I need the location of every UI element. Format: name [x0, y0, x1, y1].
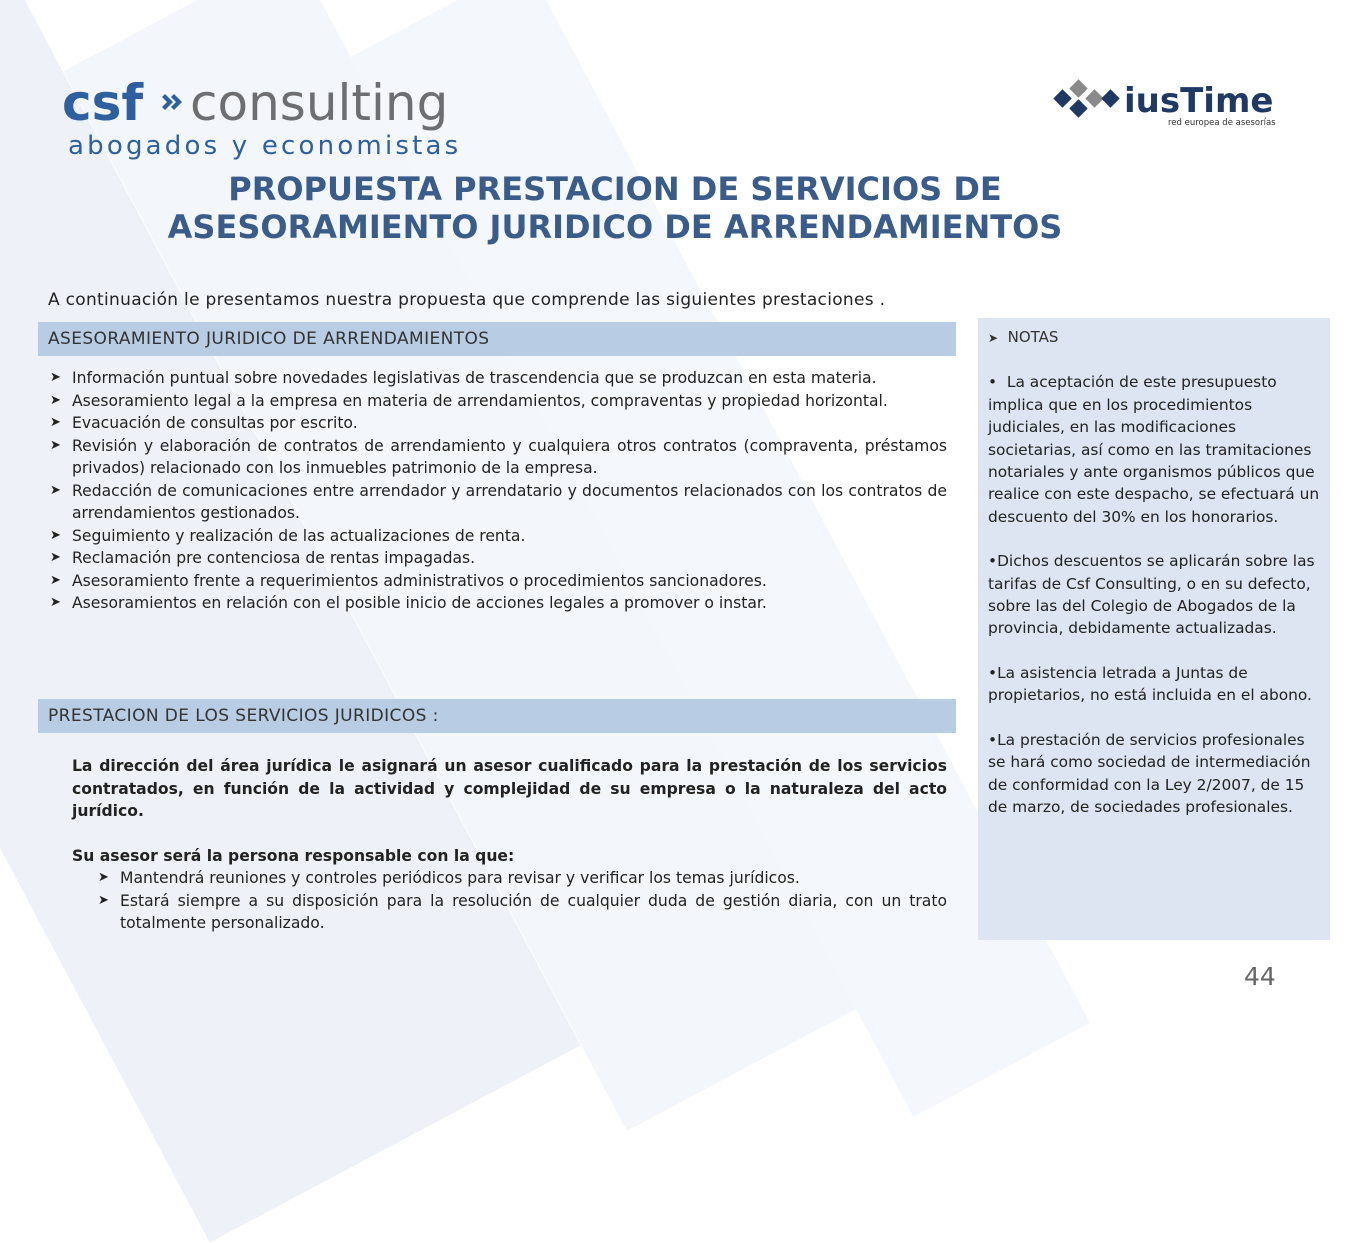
- list-item: ➤ Seguimiento y realización de las actualizaciones de renta.: [50, 525, 947, 548]
- list-item: ➤ Asesoramiento frente a requerimientos administrativos o procedimientos sancionadores.: [50, 570, 947, 593]
- intro-text: A continuación le presentamos nuestra propuesta que comprende las siguientes prestaciones .: [48, 290, 886, 310]
- arrow-bullet-icon: ➤: [50, 572, 61, 588]
- list-item: ➤ Redacción de comunicaciones entre arrendador y arrendatario y documentos relacionados con los contratos de arrendamientos gestionados.: [50, 481, 947, 522]
- page-number: 44: [1244, 962, 1276, 991]
- arrow-bullet-icon: ➤: [98, 870, 109, 885]
- list-item: ➤ Revisión y elaboración de contratos de arrendamiento y cualquiera otros contratos (compraventa, préstamos privados) relacionado con los inmuebles patrimonio de la empresa.: [50, 436, 947, 477]
- arrow-bullet-icon: ➤: [98, 892, 109, 908]
- iustime-logo-subtitle: red europea de asesorías: [1168, 118, 1276, 128]
- section-heading-asesoramiento: ASESORAMIENTO JURIDICO DE ARRENDAMIENTOS: [38, 322, 956, 356]
- arrow-bullet-icon: ➤: [50, 550, 61, 565]
- list-item: ➤ Asesoramiento legal a la empresa en materia de arrendamientos, compraventas y propiedad horizontal.: [50, 390, 947, 413]
- list-item: ➤ Mantendrá reuniones y controles periódicos para revisar y verificar los temas jurídicos.: [98, 867, 947, 890]
- csf-logo-subtitle: abogados y economistas: [68, 131, 462, 161]
- iustime-logo-text: iusTime: [1124, 81, 1274, 121]
- iustime-logo: [1050, 76, 1290, 131]
- diamond-grid-icon: [1053, 79, 1119, 117]
- list-item: ➤ Evacuación de consultas por escrito.: [50, 412, 947, 435]
- note-item: • La aceptación de este presupuesto implica que en los procedimientos judiciales, en las modificaciones societarias, así como en las tramitaciones notariales y ante organismos públicos que realice con este despacho, se efectuará un descuento del 30% en los honorarios.: [988, 373, 1320, 526]
- title-line-2: ASESORAMIENTO JURIDICO DE ARRENDAMIENTOS: [167, 208, 1063, 246]
- section2-list: [98, 867, 947, 935]
- note-item: •La asistencia letrada a Juntas de propietarios, no está incluida en el abono.: [988, 663, 1312, 705]
- arrow-bullet-icon: ➤: [50, 482, 61, 498]
- double-chevron-icon: [162, 94, 182, 110]
- list-item: ➤ Información puntual sobre novedades legislativas de trascendencia que se produzcan en esta materia.: [50, 367, 947, 390]
- section-heading-prestacion: PRESTACION DE LOS SERVICIOS JURIDICOS :: [38, 699, 956, 733]
- note-item: •La prestación de servicios profesionales se hará como sociedad de intermediación de conformidad con la Ley 2/2007, de 15 de marzo, de sociedades profesionales.: [988, 730, 1311, 816]
- csf-logo-text: csf: [62, 74, 144, 132]
- section2-paragraph: La dirección del área jurídica le asignará un asesor cualificado para la prestación de los servicios contratados, en función de la actividad y complejidad de su empresa o la naturaleza del acto jurídico.: [72, 757, 947, 820]
- section2-lead: Su asesor será la persona responsable con la que:: [72, 846, 515, 865]
- arrow-bullet-icon: ➤: [50, 370, 61, 385]
- arrow-bullet-icon: ➤: [988, 331, 999, 345]
- arrow-bullet-icon: ➤: [50, 595, 61, 610]
- notes-panel: [978, 318, 1330, 940]
- list-item: ➤ Estará siempre a su disposición para la resolución de cualquier duda de gestión diaria, con un trato totalmente personalizado.: [98, 891, 947, 932]
- note-item: •Dichos descuentos se aplicarán sobre las tarifas de Csf Consulting, o en su defecto, sobre las del Colegio de Abogados de la provincia, debidamente actualizadas.: [988, 552, 1315, 638]
- arrow-bullet-icon: ➤: [50, 437, 61, 453]
- dot-bullet-icon: •: [988, 663, 998, 682]
- dot-bullet-icon: •: [988, 552, 998, 571]
- arrow-bullet-icon: ➤: [50, 527, 61, 543]
- section1-list: [50, 367, 947, 615]
- arrow-bullet-icon: ➤: [50, 415, 61, 430]
- arrow-bullet-icon: ➤: [50, 392, 61, 408]
- notes-heading: ➤ NOTAS: [988, 328, 1059, 346]
- csf-consulting-logo: [62, 68, 522, 163]
- title-line-1: PROPUESTA PRESTACION DE SERVICIOS DE: [228, 170, 1002, 208]
- section2-body: [72, 755, 947, 935]
- list-item: ➤ Asesoramientos en relación con el posible inicio de acciones legales a promover o instar.: [50, 592, 947, 615]
- dot-bullet-icon: •: [988, 730, 998, 749]
- dot-bullet-icon: •: [988, 373, 1007, 392]
- consulting-logo-text: consulting: [190, 74, 449, 132]
- page-title: [0, 170, 1230, 246]
- list-item: ➤ Reclamación pre contenciosa de rentas impagadas.: [50, 547, 947, 570]
